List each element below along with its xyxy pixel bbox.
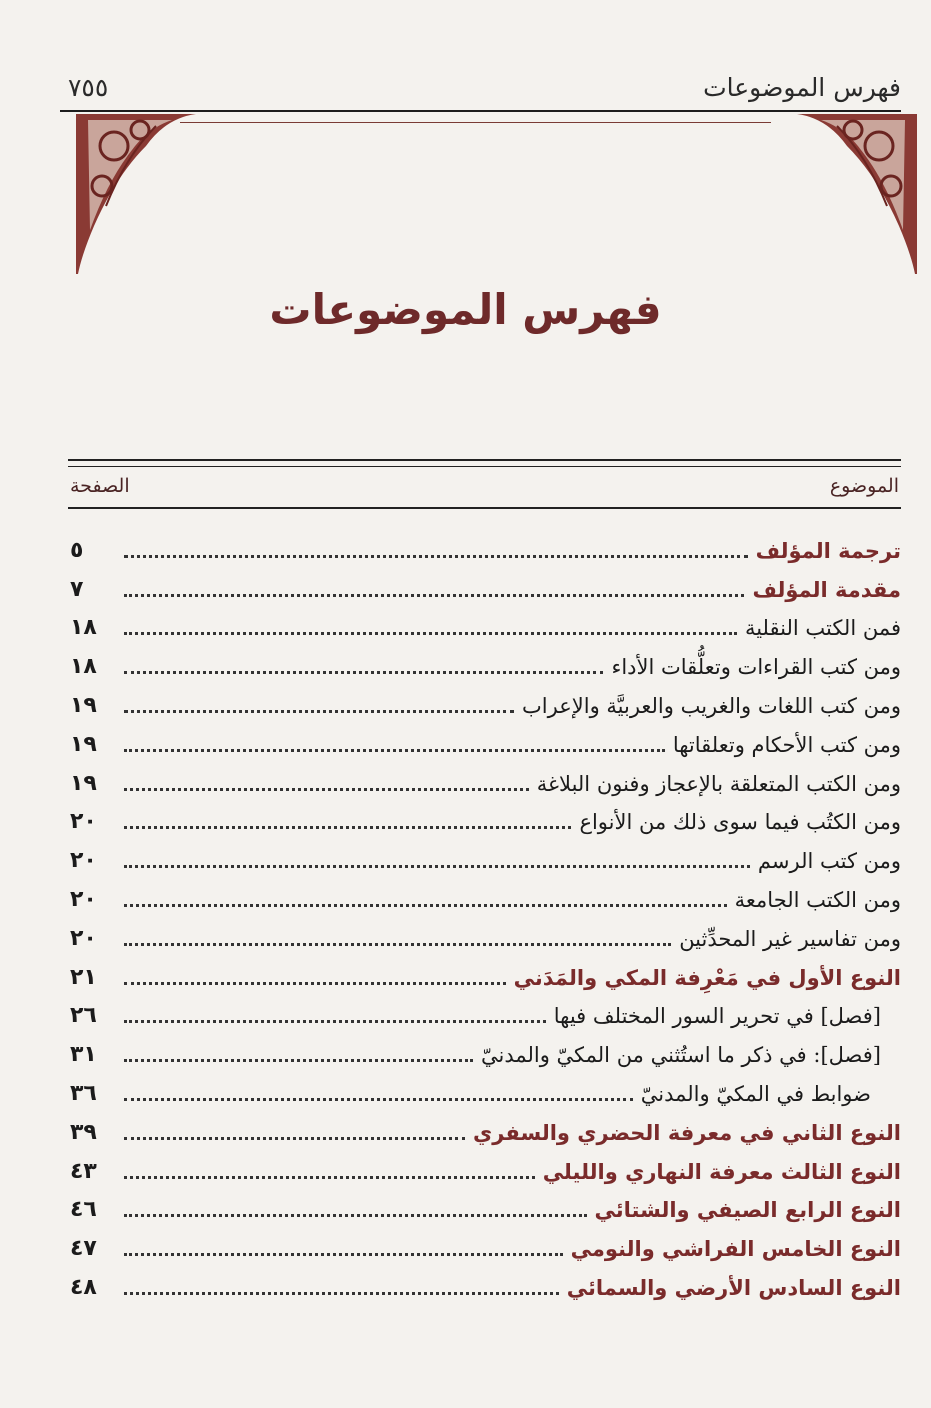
toc-entry [70, 994, 901, 1033]
leader-dots [124, 904, 727, 907]
corner-ornament-left-icon [76, 106, 206, 276]
toc-entry-title: ومن كتب الرسم [757, 849, 901, 874]
toc-entry-title: ومن الكتب الجامعة [734, 887, 901, 912]
toc-entry-page: ٢٦ [70, 1003, 97, 1029]
leader-dots [124, 555, 748, 558]
toc-entry-page: ٤٧ [70, 1236, 97, 1262]
leader-dots [124, 826, 571, 829]
leader-dots [124, 943, 671, 946]
table-rule [68, 507, 901, 509]
table-rule [68, 459, 901, 461]
toc-entry-page: ٧ [70, 576, 84, 602]
leader-dots [124, 788, 529, 791]
toc-entry-title: النوع الأول في مَعْرِفة المكي والمَدَني [513, 965, 901, 990]
leader-dots [124, 1059, 473, 1062]
toc-entry [70, 1226, 901, 1265]
toc-entry-title: [فصل] في تحرير السور المختلف فيها [553, 1004, 881, 1029]
leader-dots [124, 865, 750, 868]
toc-entry-title: ومن الكتب المتعلقة بالإعجاز وفنون البلاغة [536, 771, 901, 796]
toc-entry [70, 1110, 901, 1149]
toc-entry [70, 644, 901, 683]
column-page-label: الصفحة [70, 475, 130, 497]
toc-entry-title: ومن كتب اللغات والغريب والعربيَّة والإعراب [522, 693, 901, 718]
toc-entry-page: ١٩ [70, 770, 97, 796]
toc-entry-page: ٢٠ [70, 809, 97, 835]
toc-entry-title: ضوابط في المكيّ والمدنيّ [640, 1081, 871, 1106]
running-title: فهرس الموضوعات [703, 73, 901, 102]
corner-ornament-right-icon [787, 106, 917, 276]
leader-dots [124, 1176, 535, 1179]
toc-entry [70, 800, 901, 839]
toc-entry-page: ٣٩ [70, 1119, 97, 1145]
leader-dots [124, 1253, 563, 1256]
toc-entry-page: ٢٠ [70, 848, 97, 874]
toc-entry-page: ٣١ [70, 1042, 97, 1068]
toc-entry [70, 1188, 901, 1227]
toc-entry [70, 761, 901, 800]
toc-entry-page: ٥ [70, 537, 84, 563]
running-header [68, 62, 901, 102]
toc-entry [70, 1071, 901, 1110]
toc-entry [70, 528, 901, 567]
toc-entry-title: فمن الكتب النقلية [744, 616, 901, 641]
toc-entry [70, 1265, 901, 1304]
toc-entry-title: ومن كتب الأحكام وتعلقاتها [672, 732, 901, 757]
toc-entry-title: ومن الكتُب فيما سوى ذلك من الأنواع [579, 810, 901, 835]
toc-entry-title: النوع الثاني في معرفة الحضري والسفري [473, 1120, 901, 1145]
toc-entry [70, 606, 901, 645]
column-topic-label: الموضوع [829, 475, 899, 497]
toc-entry-title: مقدمة المؤلف [752, 577, 901, 602]
toc-entry [70, 838, 901, 877]
toc-entry-title: النوع الخامس الفراشي والنومي [570, 1237, 901, 1262]
leader-dots [124, 982, 506, 985]
toc-entry [70, 877, 901, 916]
leader-dots [124, 710, 514, 713]
toc-entry-page: ٤٨ [70, 1274, 97, 1300]
toc-entry-title: [فصل]: في ذكر ما استُثني من المكيّ والمدنيّ [480, 1043, 881, 1068]
toc-entry [70, 916, 901, 955]
toc-entry-page: ٤٣ [70, 1158, 97, 1184]
toc-entry-page: ٤٦ [70, 1197, 97, 1223]
leader-dots [124, 632, 737, 635]
page-number: ٧٥٥ [68, 73, 109, 102]
leader-dots [124, 1292, 559, 1295]
leader-dots [124, 1020, 546, 1023]
leader-dots [124, 749, 665, 752]
leader-dots [124, 594, 744, 597]
toc-entry-page: ٢٠ [70, 925, 97, 951]
toc-entry [70, 683, 901, 722]
toc-entry-page: ١٩ [70, 692, 97, 718]
leader-dots [124, 1137, 465, 1140]
toc-entry-page: ١٨ [70, 615, 97, 641]
leader-dots [124, 1098, 633, 1101]
toc-entry-title: النوع السادس الأرضي والسمائي [566, 1275, 901, 1300]
toc-entry-page: ١٨ [70, 654, 97, 680]
toc-entry [70, 722, 901, 761]
toc-list [70, 528, 901, 1304]
column-header [70, 470, 899, 502]
toc-entry [70, 955, 901, 994]
table-rule [68, 466, 901, 467]
page-title: فهرس الموضوعات [269, 285, 662, 334]
frame-line [180, 122, 771, 123]
toc-entry [70, 1032, 901, 1071]
toc-entry-title: ومن كتب القراءات وتعلُّقات الأداء [611, 655, 901, 680]
leader-dots [124, 671, 603, 674]
toc-entry-title: النوع الرابع الصيفي والشتائي [594, 1198, 901, 1223]
toc-entry-page: ٢١ [70, 964, 97, 990]
toc-entry-page: ١٩ [70, 731, 97, 757]
toc-entry-title: ترجمة المؤلف [755, 538, 901, 563]
toc-entry [70, 1149, 901, 1188]
toc-entry-page: ٣٦ [70, 1080, 97, 1106]
toc-entry-page: ٢٠ [70, 886, 97, 912]
leader-dots [124, 1214, 587, 1217]
toc-entry-title: النوع الثالث معرفة النهاري والليلي [542, 1159, 901, 1184]
toc-entry [70, 567, 901, 606]
toc-entry-title: ومن تفاسير غير المحدِّثين [679, 926, 901, 951]
